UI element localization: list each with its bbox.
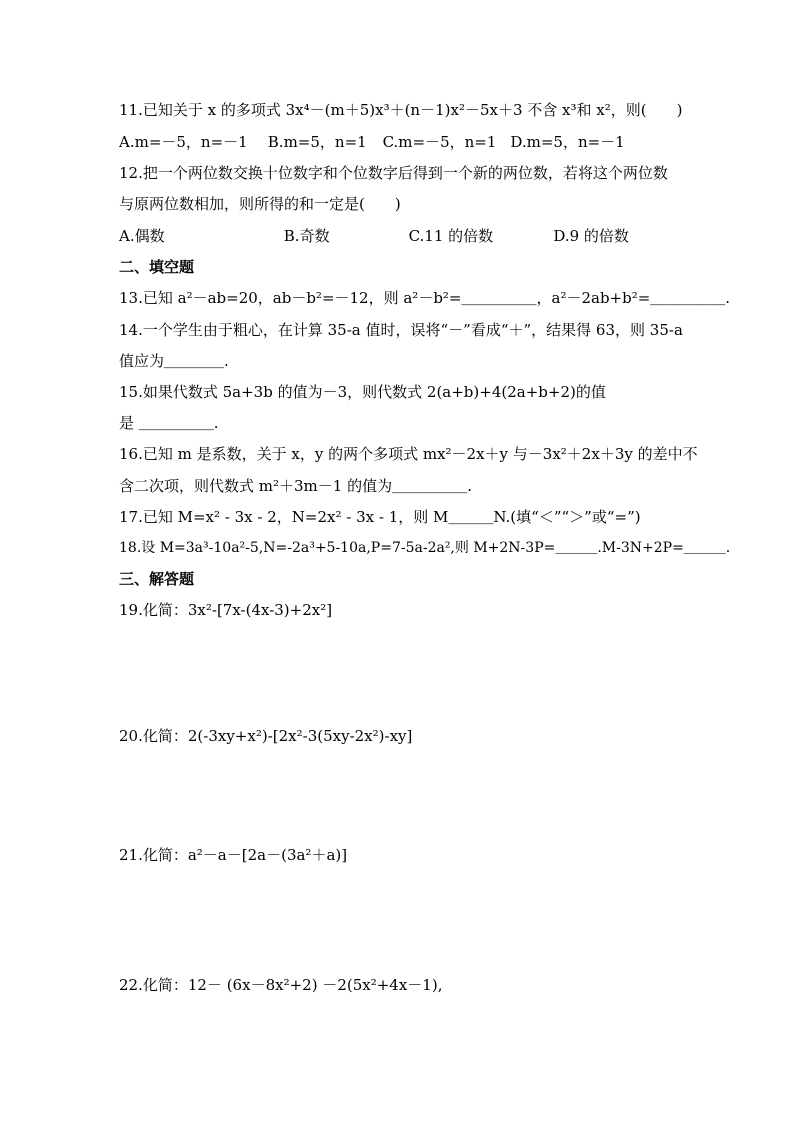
q12-option-b: B.奇数 (283, 227, 330, 245)
q18: 18.设 M=3a³-10a²-5,N=-2a³+5-10a,P=7-5a-2a²,则 M+2N-3P=＿＿＿.M-3N+2P=＿＿＿. (119, 540, 731, 556)
q11-options (119, 132, 625, 152)
q12-line1: 12.把一个两位数交换十位数字和个位数字后得到一个新的两位数，若将这个两位数 (119, 164, 668, 182)
q12-line2: 与原两位数相加，则所得的和一定是( ) (119, 195, 401, 213)
q20: 20.化简：2(-3xy+x²)-[2x²-3(5xy-2x²)-xy] (119, 727, 413, 745)
q15-line1: 15.如果代数式 5a+3b 的值为－3，则代数式 2(a+b)+4(2a+b+2)的值 (119, 383, 606, 401)
q11-option-d: D.m=5，n=－1 (510, 133, 625, 151)
q12-option-a: A.偶数 (119, 227, 165, 245)
q16-line1: 16.已知 m 是系数，关于 x，y 的两个多项式 mx²－2x＋y 与－3x²＋2x＋3y 的差中不 (119, 445, 698, 463)
q12-option-c: C.11 的倍数 (408, 227, 494, 245)
q11-option-a: A.m=－5，n=－1 (119, 133, 248, 151)
q16-line2: 含二次项，则代数式 m²＋3m－1 的值为＿＿＿＿＿. (119, 477, 472, 495)
q14-line2: 值应为＿＿＿＿. (119, 352, 229, 370)
q12-option-d: D.9 的倍数 (553, 227, 629, 245)
q14-line1: 14.一个学生由于粗心，在计算 35-a 值时，误将“－”看成“＋”，结果得 63，则 35-a (119, 321, 683, 339)
q15-line2: 是 ＿＿＿＿＿. (119, 414, 219, 432)
q13: 13.已知 a²－ab=20，ab－b²=－12，则 a²－b²=＿＿＿＿＿，a²－2ab+b²=＿＿＿＿＿. (119, 289, 731, 307)
q12-options (119, 226, 629, 246)
q11-stem: 11.已知关于 x 的多项式 3x⁴－(m＋5)x³＋(n－1)x²－5x＋3 不含 x³和 x²，则( ) (119, 101, 683, 119)
q11-option-b: B.m=5，n=1 (267, 133, 367, 151)
q22: 22.化简：12－ (6x－8x²+2) －2(5x²+4x－1), (119, 976, 443, 994)
q21: 21.化简：a²－a－[2a－(3a²＋a)] (119, 846, 348, 864)
q17: 17.已知 M=x² - 3x - 2，N=2x² - 3x - 1，则 M＿＿＿N.(填“＜”“＞”或“=”) (119, 508, 641, 526)
section-fill-in-heading: 二、填空题 (119, 258, 195, 276)
q11-option-c: C.m=－5，n=1 (382, 133, 497, 151)
section-solve-heading: 三、解答题 (119, 570, 195, 588)
q19: 19.化简：3x²-[7x-(4x-3)+2x²] (119, 601, 333, 619)
